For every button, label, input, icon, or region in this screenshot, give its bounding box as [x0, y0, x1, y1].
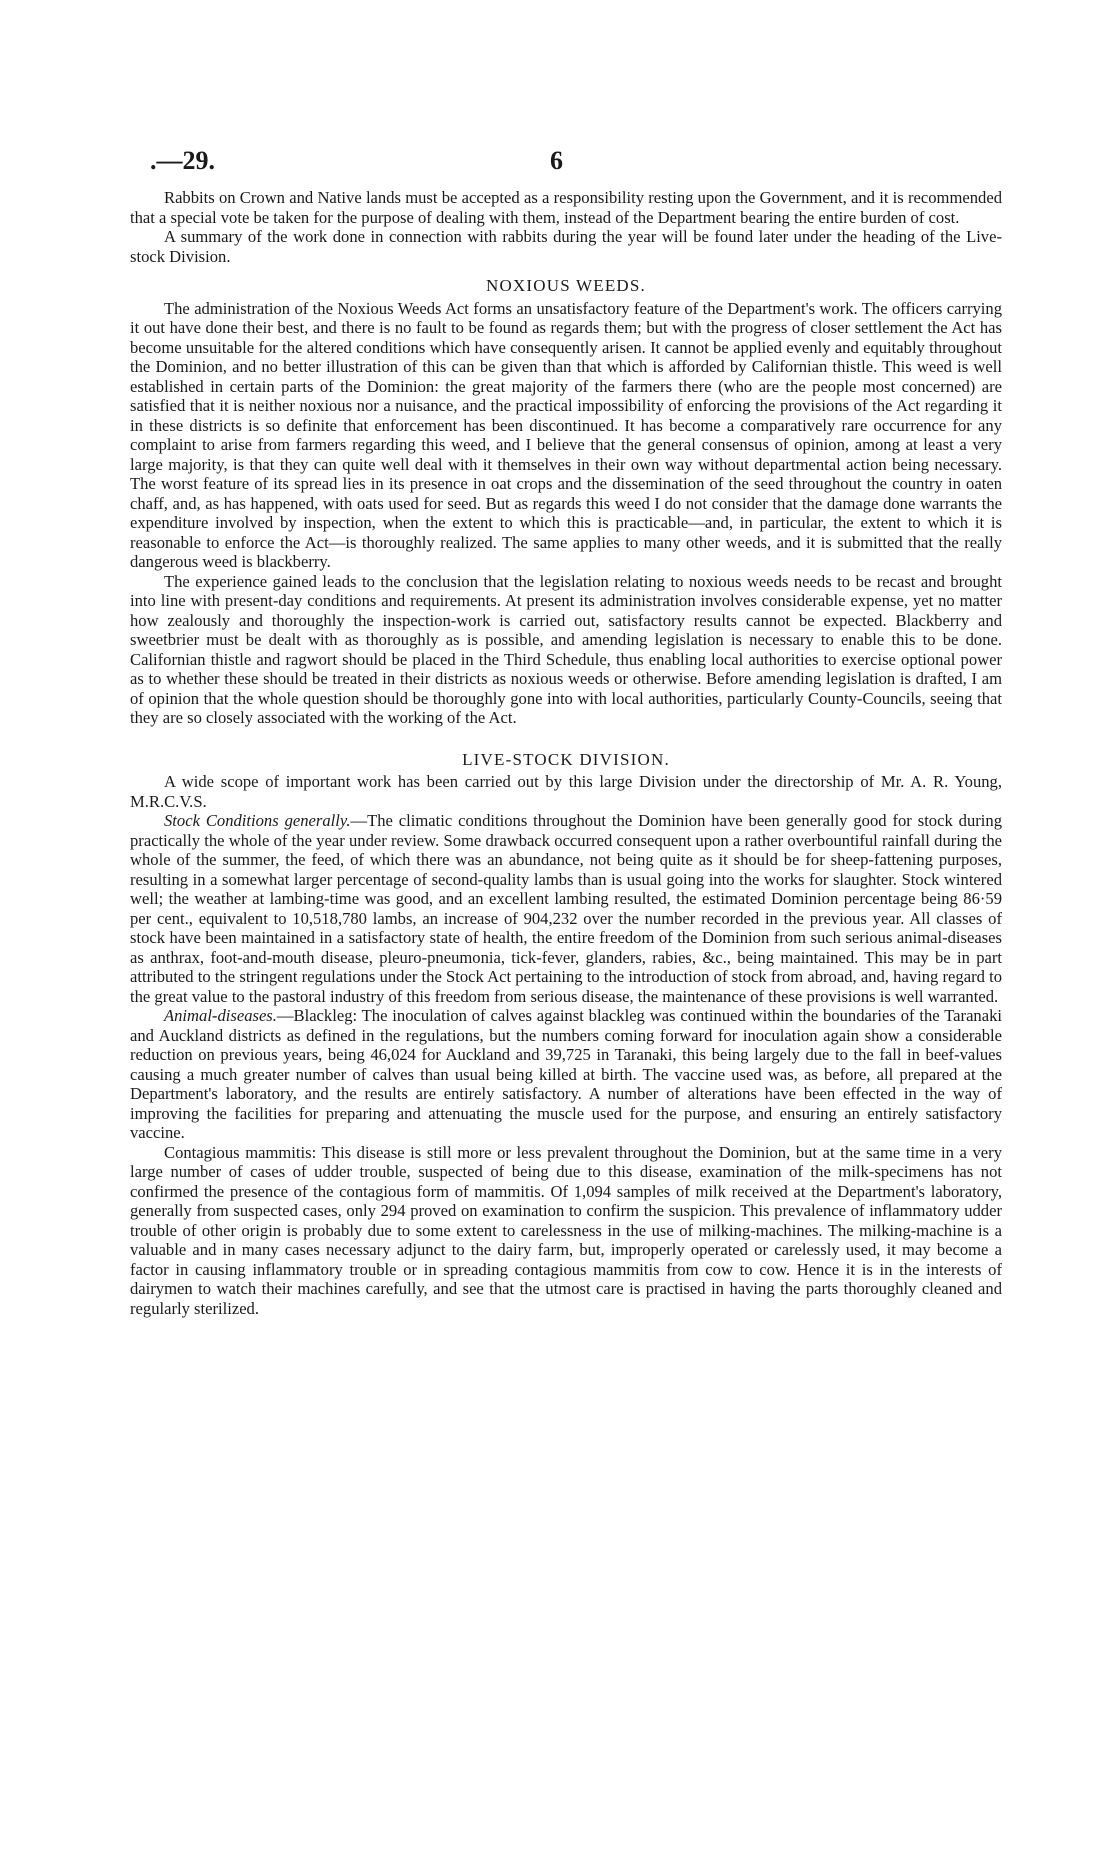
parliamentary-paper-ref: .—29.: [150, 146, 215, 175]
body-text: [130, 188, 1002, 1318]
paragraph-animal-diseases: [130, 1006, 1002, 1143]
page-header: [150, 146, 970, 180]
animal-diseases-text: —Blackleg: The inoculation of calves against blackleg was continued within the boundaries of the Taranaki and Auckland districts as defined in the regulations, but the numbers coming forward for inoculation again show a considerable reduction on previous years, being 46,024 for Auckland and 39,725 in Taranaki, this being largely due to the fall in beef-values causing a much greater number of calves than usual being killed at birth. The vaccine used was, as before, all prepared at the Department's laboratory, and the results are entirely satisfactory. A number of alterations have been effected in the way of improving the facilities for preparing and attenuating the muscle used for the purpose, and ensuring an entirely satisfactory vaccine.: [130, 1006, 1002, 1142]
section-heading-noxious-weeds: NOXIOUS WEEDS.: [485, 276, 647, 295]
page-number: 6: [550, 146, 563, 175]
section-heading-live-stock: LIVE-STOCK DIVISION.: [462, 749, 670, 769]
paragraph-rabbits-summary: A summary of the work done in connection with rabbits during the year will be found later under the heading of the Live-stock Division.: [130, 227, 1002, 266]
stock-conditions-text: —The climatic conditions throughout the Dominion have been generally good for stock during practically the whole of the year under review. Some drawback occurred consequent upon a rather overbountiful rainfall during the whole of the summer, the feed, of which there was an abundance, not being quite as it should be for sheep-fattening purposes, resulting in a somewhat larger percentage of second-quality lambs than is usual going into the works for slaughter. Stock wintered well; the weather at lambing-time was good, and an excellent lambing resulted, the estimated Dominion percentage being 86·59 per cent., equivalent to 10,518,780 lambs, an increase of 904,232 over the number recorded in the previous year. All classes of stock have been maintained in a satisfactory state of health, the entire freedom of the Dominion from such serious animal-diseases as anthrax, foot-and-mouth disease, pleuro-pneumonia, tick-fever, glanders, rabies, &c., being maintained. This may be in part attributed to the stringent regulations under the Stock Act pertaining to the introduction of stock from abroad, and, having regard to the great value to the pastoral industry of this freedom from serious disease, the maintenance of these provisions is well warranted.: [130, 811, 1002, 1006]
paragraph-noxious-weeds-legislation: The experience gained leads to the conclusion that the legislation relating to noxious weeds needs to be recast and brought into line with present-day conditions and requirements. At present its administration involves considerable expense, yet no matter how zealously and thoroughly the inspection-work is carried out, satisfactory results cannot be expected. Blackberry and sweetbrier must be dealt with as thoroughly as is possible, and amending legislation is necessary to enable this to be done. Californian thistle and ragwort should be placed in the Third Schedule, thus enabling local authorities to exercise optional power as to whether these should be treated in their districts as noxious weeds or otherwise. Before amending legislation is drafted, I am of opinion that the whole question should be thoroughly gone into with local authorities, particularly County-Councils, seeing that they are so closely associated with the working of the Act.: [130, 571, 1002, 727]
paragraph-live-stock-intro: A wide scope of important work has been carried out by this large Division under the directorship of Mr. A. R. Young, M.R.C.V.S.: [130, 772, 1002, 811]
paragraph-rabbits-crown-lands: Rabbits on Crown and Native lands must be accepted as a responsibility resting upon the Government, and it is recommended that a special vote be taken for the purpose of dealing with them, instead of the Department bearing the entire burden of cost.: [130, 188, 1002, 227]
paragraph-noxious-weeds-administration: The administration of the Noxious Weeds Act forms an unsatisfactory feature of the Department's work. The officers carrying it out have done their best, and there is no fault to be found as regards them; but with the progress of closer settlement the Act has become unsuitable for the altered conditions which have consequently arisen. It cannot be applied evenly and equitably throughout the Dominion, and no better illustration of this can be given than that which is afforded by Californian thistle. This weed is well established in certain parts of the Dominion: the great majority of the farmers there (who are the people most concerned) are satisfied that it is neither noxious nor a nuisance, and the practical impossibility of enforcing the provisions of the Act regarding it in these districts is so definite that enforcement has been discontinued. It has become a comparatively rare occurrence for any complaint to arise from farmers regarding this weed, and I believe that the general consensus of opinion, among at least a very large majority, is that they can quite well deal with it themselves in their own way without departmental action being necessary. The worst feature of its spread lies in its presence in oat crops and the dissemination of the seed throughout the country in oaten chaff, and, as has happened, with oats used for seed. But as regards this weed I do not consider that the damage done warrants the expenditure involved by inspection, when the extent to which this is practicable—and, in particular, the extent to which it is reasonable to enforce the Act—is thoroughly realized. The same applies to many other weeds, and it is submitted that the really dangerous weed is blackberry.: [130, 298, 1002, 571]
paragraph-stock-conditions: [130, 811, 1002, 1006]
stock-conditions-label: Stock Conditions generally.: [164, 811, 351, 830]
animal-diseases-label: Animal-diseases.: [164, 1006, 277, 1025]
paragraph-contagious-mammitis: Contagious mammitis: This disease is still more or less prevalent throughout the Dominion, but at the same time in a very large number of cases of udder trouble, suspected of being due to this disease, examination of the milk-specimens has not confirmed the presence of the contagious form of mammitis. Of 1,094 samples of milk received at the Department's laboratory, generally from suspected cases, only 294 proved on examination to confirm the suspicion. This prevalence of inflammatory udder trouble of other origin is probably due to some extent to carelessness in the use of milking-machines. The milking-machine is a valuable and in many cases necessary adjunct to the dairy farm, but, improperly operated or carelessly used, it may become a factor in causing inflammatory trouble or in spreading contagious mammitis from cow to cow. Hence it is in the interests of dairymen to watch their machines carefully, and see that the utmost care is practised in having the parts thoroughly cleaned and regularly sterilized.: [130, 1142, 1002, 1318]
